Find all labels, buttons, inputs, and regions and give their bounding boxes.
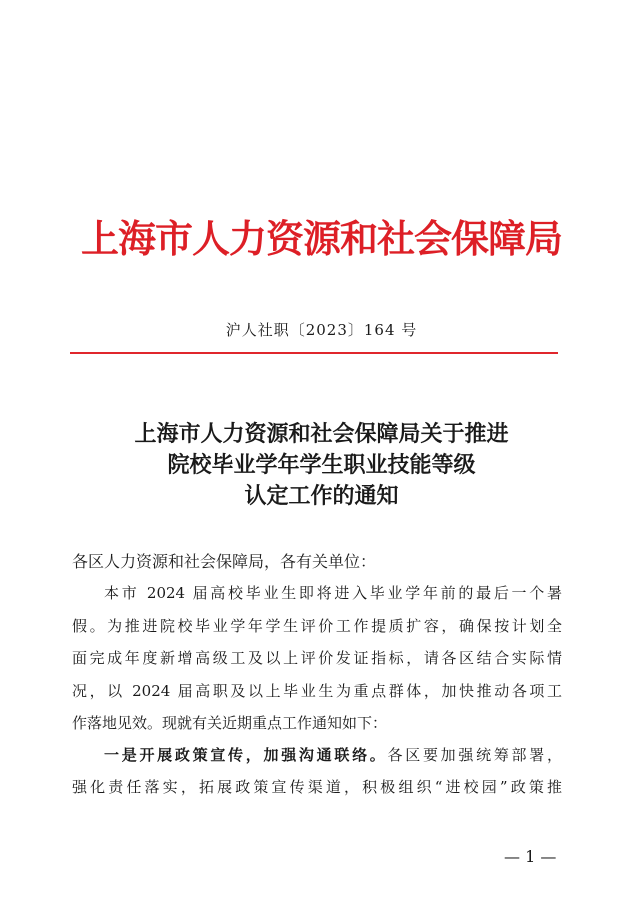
- title-line-1: 上海市人力资源和社会保障局关于推进: [134, 421, 509, 447]
- paragraph1-line-5: 作落地见效。现就有关近期重点工作通知如下：: [72, 714, 388, 732]
- title-line-3: 认定工作的通知: [244, 483, 399, 509]
- document-title: [0, 419, 643, 512]
- paragraph2-line-1: [104, 743, 562, 767]
- title-line-2: 院校毕业学年学生职业技能等级: [167, 452, 476, 478]
- paragraph2-bold-lead: 一是开展政策宣传，加强沟通联络。: [104, 746, 388, 764]
- page-number: — 1 —: [504, 847, 557, 866]
- document-number: 沪人社职〔2023〕164 号: [225, 321, 418, 339]
- org-header-title: 上海市人力资源和社会保障局: [80, 216, 562, 261]
- paragraph2-line-2: 强化责任落实，拓展政策宣传渠道，积极组织“进校园”政策推: [72, 778, 562, 796]
- paragraph2-first-line-rest: 各区要加强统筹部署，: [387, 746, 562, 764]
- salutation: 各区人力资源和社会保障局，各有关单位：: [72, 552, 377, 571]
- paragraph1-line-2: 假。为推进院校毕业学年学生评价工作提质扩容，确保按计划全: [72, 617, 562, 635]
- paragraph1-line-3: 面完成年度新增高级工及以上评价发证指标，请各区结合实际情: [72, 649, 562, 667]
- paragraph1-line-1: 本市 2024 届高校毕业生即将进入毕业学年前的最后一个暑: [104, 584, 562, 602]
- red-divider-rule: [70, 352, 558, 354]
- paragraph1-line-4: 况，以 2024 届高职及以上毕业生为重点群体，加快推动各项工: [72, 682, 562, 700]
